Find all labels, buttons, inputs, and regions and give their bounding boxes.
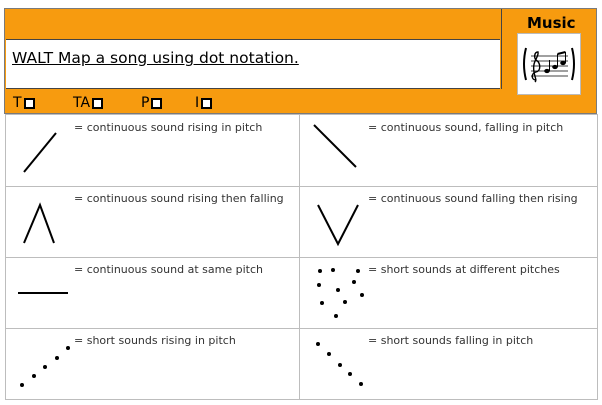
peak-icon [6,186,74,257]
walt-band [6,39,500,89]
scattered-dots-icon [300,257,368,328]
notation-desc: = continuous sound at same pitch [74,263,263,276]
flat-line-icon [6,257,74,328]
rising-dots-icon [6,328,74,399]
checkbox[interactable] [92,98,103,109]
notation-cell [6,115,299,186]
checkbox[interactable] [151,98,162,109]
checkbox[interactable] [201,98,212,109]
notation-cell [6,257,299,328]
notation-cell [300,257,593,328]
music-notes-icon [517,33,581,95]
check-t[interactable] [13,95,35,111]
valley-icon [300,186,368,257]
notation-table [5,114,598,400]
notation-cell [300,186,593,257]
check-ta[interactable] [73,95,103,111]
notation-desc: = continuous sound, falling in pitch [368,121,564,134]
notation-desc: = short sounds at different pitches [368,263,560,276]
check-label: P [141,95,150,111]
falling-line-icon [300,115,368,186]
notation-desc: = continuous sound rising then falling [74,192,284,205]
check-label: I [195,95,200,111]
notation-cell [6,186,299,257]
notation-desc: = short sounds rising in pitch [74,334,236,347]
falling-dots-icon [300,328,368,399]
notation-cell [6,328,299,399]
rising-line-icon [6,115,74,186]
notation-cell [300,328,593,399]
check-i[interactable] [195,95,212,111]
notation-desc: = continuous sound falling then rising [368,192,578,205]
notation-desc: = continuous sound rising in pitch [74,121,263,134]
walt-text: WALT Map a song using dot notation. [12,49,299,67]
notation-cell [300,115,593,186]
subject-title: Music [527,14,576,32]
check-label: T [13,95,22,111]
lesson-header [4,8,597,114]
check-p[interactable] [141,95,162,111]
notation-desc: = short sounds falling in pitch [368,334,534,347]
header-divider [501,9,502,89]
check-label: TA [73,95,91,111]
checkbox[interactable] [24,98,35,109]
